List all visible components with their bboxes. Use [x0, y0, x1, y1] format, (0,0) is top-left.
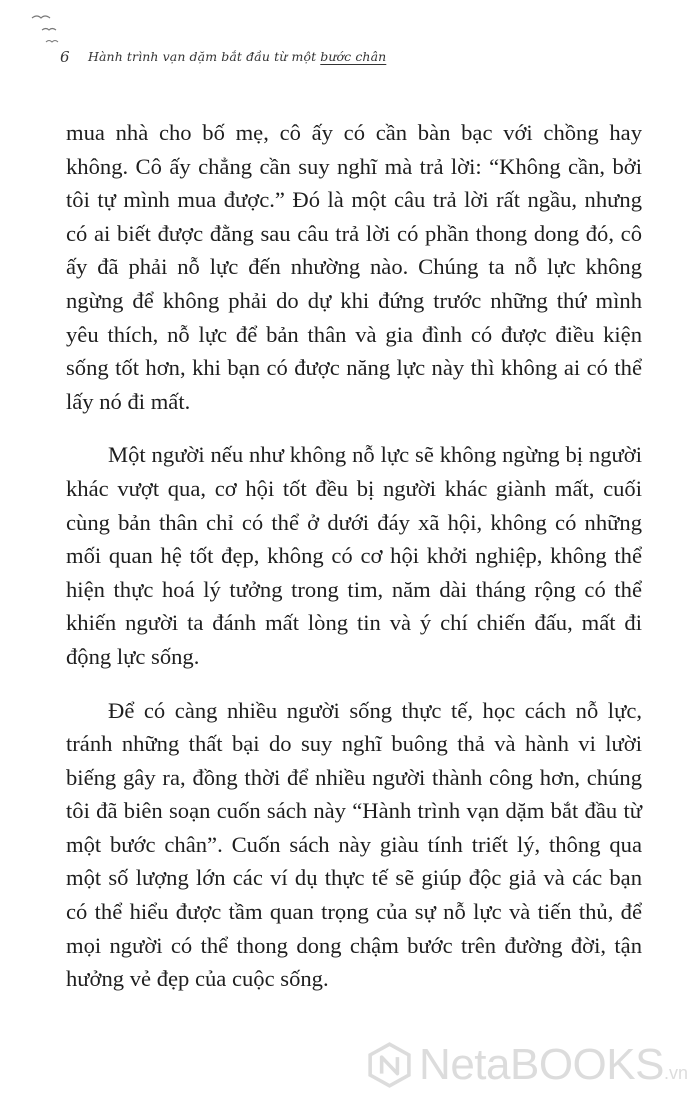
running-title	[88, 49, 386, 64]
watermark-brand: NetaBOOKS	[419, 1040, 664, 1089]
paragraph: mua nhà cho bố mẹ, cô ấy có cần bàn bạc với chồng hay không. Cô ấy chẳng cần suy nghĩ mà trả lời: “Không cần, bởi tôi tự mình mua được.” Đó là một câu trả lời rất ngầu, nhưng có ai biết được đằng sau câu trả lời có phần thong dong đó, cô ấy đã phải nỗ lực đến nhường nào. Chúng ta nỗ lực không ngừng để không phải do dự khi đứng trước những thứ mình yêu thích, nỗ lực để bản thân và gia đình có được điều kiện sống tốt hơn, khi bạn có được năng lực này thì không ai có thể lấy nó đi mất.	[66, 120, 642, 414]
watermark	[368, 1032, 688, 1098]
watermark-text	[419, 1040, 688, 1090]
running-title-accent: bước chân	[320, 49, 387, 64]
body-text	[66, 116, 642, 996]
page-number: 6	[60, 48, 70, 66]
page-header	[0, 0, 700, 90]
paragraph: Một người nếu như không nỗ lực sẽ không ngừng bị người khác vượt qua, cơ hội tốt đều bị người khác giành mất, cuối cùng bản thân chỉ có thể ở dưới đáy xã hội, không có những mối quan hệ tốt đẹp, không có cơ hội khởi nghiệp, không thể hiện thực hoá lý tưởng trong tim, năm dài tháng rộng có thể khiến người ta đánh mất lòng tin và ý chí chiến đấu, mất đi động lực sống.	[66, 442, 642, 669]
running-title-main: Hành trình vạn dặm bắt đầu từ một	[88, 49, 321, 64]
netabooks-logo-icon	[368, 1034, 411, 1096]
paragraph: Để có càng nhiều người sống thực tế, học cách nỗ lực, tránh những thất bại do suy nghĩ buông thả và hành vi lười biếng gây ra, đồng thời để nhiều người thành công hơn, chúng tôi đã biên soạn cuốn sách này “Hành trình vạn dặm bắt đầu từ một bước chân”. Cuốn sách này giàu tính triết lý, thông qua một số lượng lớn các ví dụ thực tế sẽ giúp độc giả và các bạn có thể hiểu được tầm quan trọng của sự nỗ lực và tiến thủ, để mọi người có thể thong dong chậm bước trên đường đời, tận hưởng vẻ đẹp của cuộc sống.	[66, 697, 642, 992]
birds-icon	[30, 10, 66, 50]
watermark-suffix: .vn	[663, 1063, 688, 1083]
